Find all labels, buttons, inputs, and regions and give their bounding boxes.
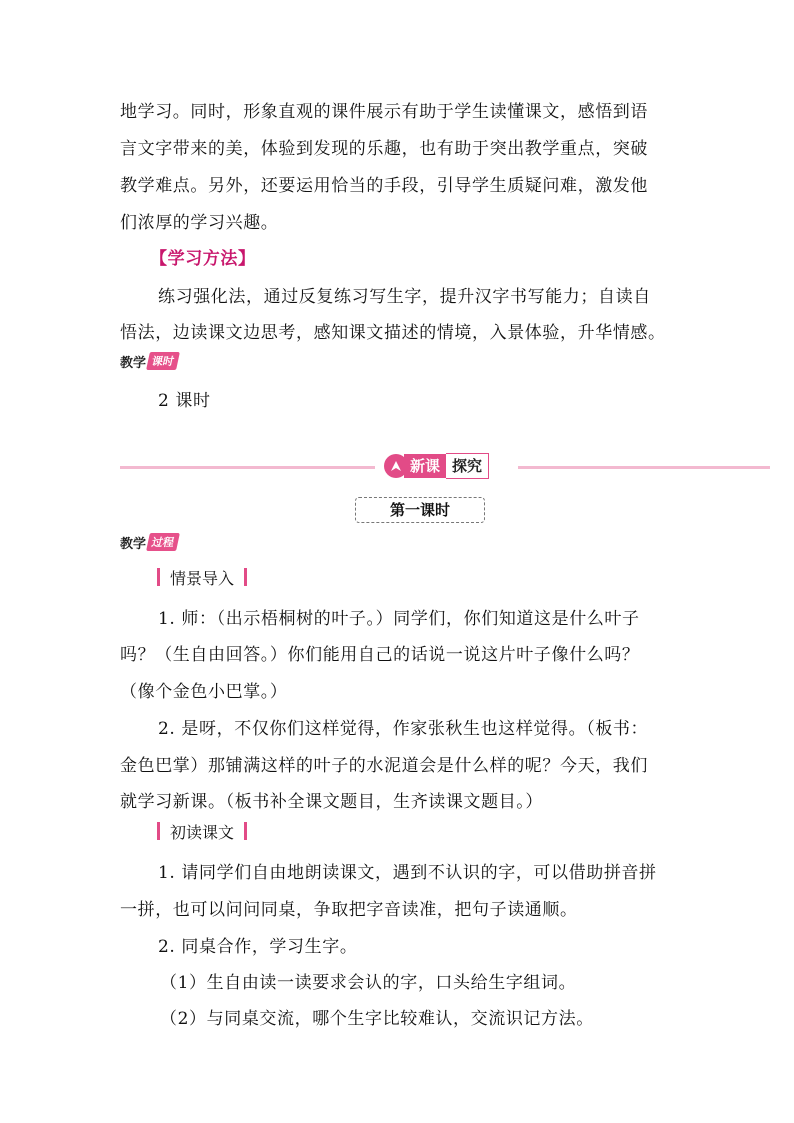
- body-text-line: 2. 是呀，不仅你们这样觉得，作家张秋生也这样觉得。（板书：: [158, 719, 649, 739]
- tag-label: 教学: [120, 536, 147, 552]
- learning-method-heading: 【学习方法】: [150, 249, 256, 269]
- section-title: 情景导入: [170, 568, 235, 588]
- body-text-line: 地学习。同时，形象直观的课件展示有助于学生读懂课文，感悟到语: [120, 102, 648, 122]
- banner-explore: 探究: [446, 453, 489, 479]
- divider: [120, 466, 375, 469]
- teaching-process-tag: [120, 533, 178, 551]
- tag-badge: 课时: [146, 352, 180, 370]
- body-text-line: （1）生自由读一读要求会认的字，口头给生字组词。: [160, 973, 577, 993]
- body-text-line: 1. 师：（出示梧桐树的叶子。）同学们，你们知道这是什么叶子: [158, 609, 640, 629]
- body-text-line: （像个金色小巴掌。）: [120, 682, 288, 702]
- body-text-line: 们浓厚的学习兴趣。: [120, 213, 279, 233]
- teaching-hours-tag: [120, 352, 178, 370]
- banner-new: 新课: [404, 454, 446, 478]
- tag-badge: 过程: [146, 533, 180, 551]
- divider: [157, 822, 160, 840]
- body-text-line: 言文字带来的美，体验到发现的乐趣，也有助于突出教学重点，突破: [120, 139, 648, 159]
- body-text-line: 就学习新课。（板书补全课文题目，生齐读课文题目。）: [120, 792, 543, 812]
- divider: [244, 568, 247, 586]
- period-label: 第一课时: [355, 497, 485, 523]
- body-text-line: 一拼，也可以问问同桌，争取把字音读准，把句子读通顺。: [120, 900, 578, 920]
- body-text-line: 1. 请同学们自由地朗读课文，遇到不认识的字，可以借助拼音拼: [158, 863, 657, 883]
- section-heading: [157, 821, 247, 841]
- banner-label: [380, 453, 515, 479]
- divider: [244, 822, 247, 840]
- body-text-line: （2）与同桌交流，哪个生字比较难认，交流识记方法。: [160, 1009, 594, 1029]
- section-title: 初读课文: [170, 822, 235, 842]
- body-text-line: 金色巴掌）那铺满这样的叶子的水泥道会是什么样的呢？今天，我们: [120, 756, 648, 776]
- new-lesson-banner: [120, 453, 770, 481]
- tag-label: 教学: [120, 355, 147, 371]
- section-heading: [157, 567, 247, 587]
- body-text-line: 教学难点。另外，还要运用恰当的手段，引导学生质疑问难，激发他: [120, 176, 648, 196]
- divider: [518, 466, 770, 469]
- body-text-line: 练习强化法，通过反复练习写生字，提升汉字书写能力；自读自: [158, 287, 651, 307]
- divider: [157, 568, 160, 586]
- body-text-line: 悟法，边读课文边思考，感知课文描述的情境，入景体验，升华情感。: [120, 323, 666, 343]
- body-text-line: 吗？（生自由回答。）你们能用自己的话说一说这片叶子像什么吗？: [120, 645, 640, 665]
- body-text-line: 2. 同桌合作，学习生字。: [158, 937, 358, 957]
- teaching-hours-value: 2 课时: [158, 391, 211, 411]
